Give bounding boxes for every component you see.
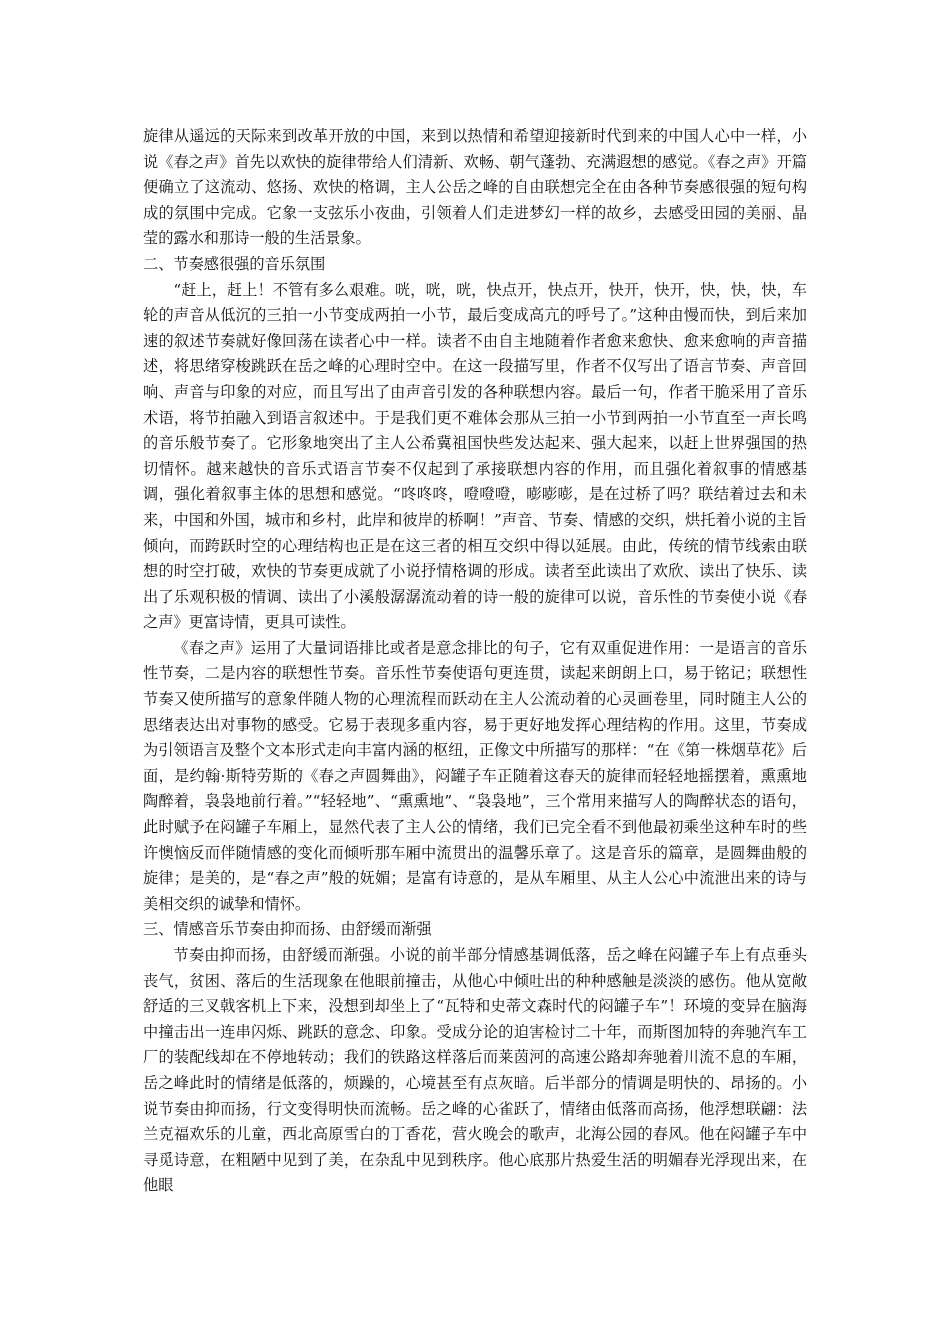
paragraph-2: “赶上，赶上！不管有多么艰难。咣，咣，咣，快点开，快点开，快开，快开，快，快，快，车轮的声音从低沉的三拍一小节变成两拍一小节，最后变成高亢的呼号了。”这种由慢而快，到后来加速的叙述节奏就好像回荡在读者心中一样。读者不由自主地随着作者愈来愈快、愈来愈响的声音描述，将思绪穿梭跳跃在岳之峰的心理时空中。在这一段描写里，作者不仅写出了语言节奏、声音回响、声音与印象的对应，而且写出了由声音引发的各种联想内容。最后一句，作者干脆采用了音乐术语，将节拍融入到语言叙述中。于是我们更不难体会那从三拍一小节到两拍一小节直至一声长鸣的音乐般节奏了。它形象地突出了主人公希冀祖国快些发达起来、强大起来，以赶上世界强国的热切情怀。越来越快的音乐式语言节奏不仅起到了承接联想内容的作用，而且强化着叙事的情感基调，强化着叙事主体的思想和感觉。“咚咚咚，噔噔噔，嘭嘭嘭，是在过桥了吗？联结着过去和未来，中国和外国，城市和乡村，此岸和彼岸的桥啊！”声音、节奏、情感的交织，烘托着小说的主旨倾向，而跨跃时空的心理结构也正是在这三者的相互交织中得以延展。由此，传统的情节线索由联想的时空打破，欢快的节奏更成就了小说抒情格调的形成。读者至此读出了欢欣、读出了快乐、读出了乐观积极的情调、读出了小溪般潺潺流动着的诗一般的旋律可以说，音乐性的节奏使小说《春之声》更富诗情，更具可读性。 <box>143 280 807 632</box>
paragraph-4: 节奏由抑而扬，由舒缓而渐强。小说的前半部分情感基调低落，岳之峰在闷罐子车上有点垂头丧气，贫困、落后的生活现象在他眼前撞击，从他心中倾吐出的种种感触是淡淡的感伤。他从宽敞舒适的三叉戟客机上下来，没想到却坐上了“瓦特和史蒂文森时代的闷罐子车”！环境的变异在脑海中撞击出一连串闪烁、跳跃的意念、印象。受成分论的迫害检讨二十年，而斯图加特的奔驰汽车工厂的装配线却在不停地转动；我们的铁路这样落后而莱茵河的高速公路却奔驰着川流不息的车厢，岳之峰此时的情绪是低落的，烦躁的，心境甚至有点灰暗。后半部分的情调是明快的、昂扬的。小说节奏由抑而扬，行文变得明快而流畅。岳之峰的心雀跃了，情绪由低落而高扬，他浮想联翩：法兰克福欢乐的儿童，西北高原雪白的丁香花，营火晚会的歌声，北海公园的春风。他在闷罐子车中寻觅诗意，在粗陋中见到了美，在杂乱中见到秩序。他心底那片热爱生活的明媚春光浮现出来，在他眼 <box>143 946 807 1195</box>
section-heading-3: 三、情感音乐节奏由抑而扬、由舒缓而渐强 <box>143 920 432 939</box>
document-body <box>143 124 807 1199</box>
paragraph-1: 旋律从遥远的天际来到改革开放的中国，来到以热情和希望迎接新时代到来的中国人心中一样，小说《春之声》首先以欢快的旋律带给人们清新、欢畅、朝气蓬勃、充满遐想的感觉。《春之声》开篇便确立了这流动、悠扬、欢快的格调，主人公岳之峰的自由联想完全在由各种节奏感很强的短句构成的氛围中完成。它象一支弦乐小夜曲，引领着人们走进梦幻一样的故乡，去感受田园的美丽、晶莹的露水和那诗一般的生活景象。 <box>143 127 807 248</box>
section-heading-2: 二、节奏感很强的音乐氛围 <box>143 254 326 273</box>
paragraph-3: 《春之声》运用了大量词语排比或者是意念排比的句子，它有双重促进作用：一是语言的音乐性节奏，二是内容的联想性节奏。音乐性节奏使语句更连贯，读起来朗朗上口，易于铭记；联想性节奏又使所描写的意象伴随人物的心理流程而跃动在主人公流动着的心灵画卷里，同时随主人公的思绪表达出对事物的感受。它易于表现多重内容，易于更好地发挥心理结构的作用。这里，节奏成为引领语言及整个文本形式走向丰富内涵的枢纽，正像文中所描写的那样：“在《第一株烟草花》后面，是约翰·斯特劳斯的《春之声圆舞曲》，闷罐子车正随着这春天的旋律而轻轻地摇摆着，熏熏地陶醉着，袅袅地前行着。”“轻轻地”、“熏熏地”、“袅袅地”，三个常用来描写人的陶醉状态的语句，此时赋予在闷罐子车厢上，显然代表了主人公的情绪，我们已完全看不到他最初乘坐这种车时的些许懊恼反而伴随情感的变化而倾听那车厢中流贯出的温馨乐章了。这是音乐的篇章，是圆舞曲般的旋律；是美的，是“春之声”般的妩媚；是富有诗意的，是从车厢里、从主人公心中流泄出来的诗与美相交织的诚挚和情怀。 <box>143 638 807 913</box>
